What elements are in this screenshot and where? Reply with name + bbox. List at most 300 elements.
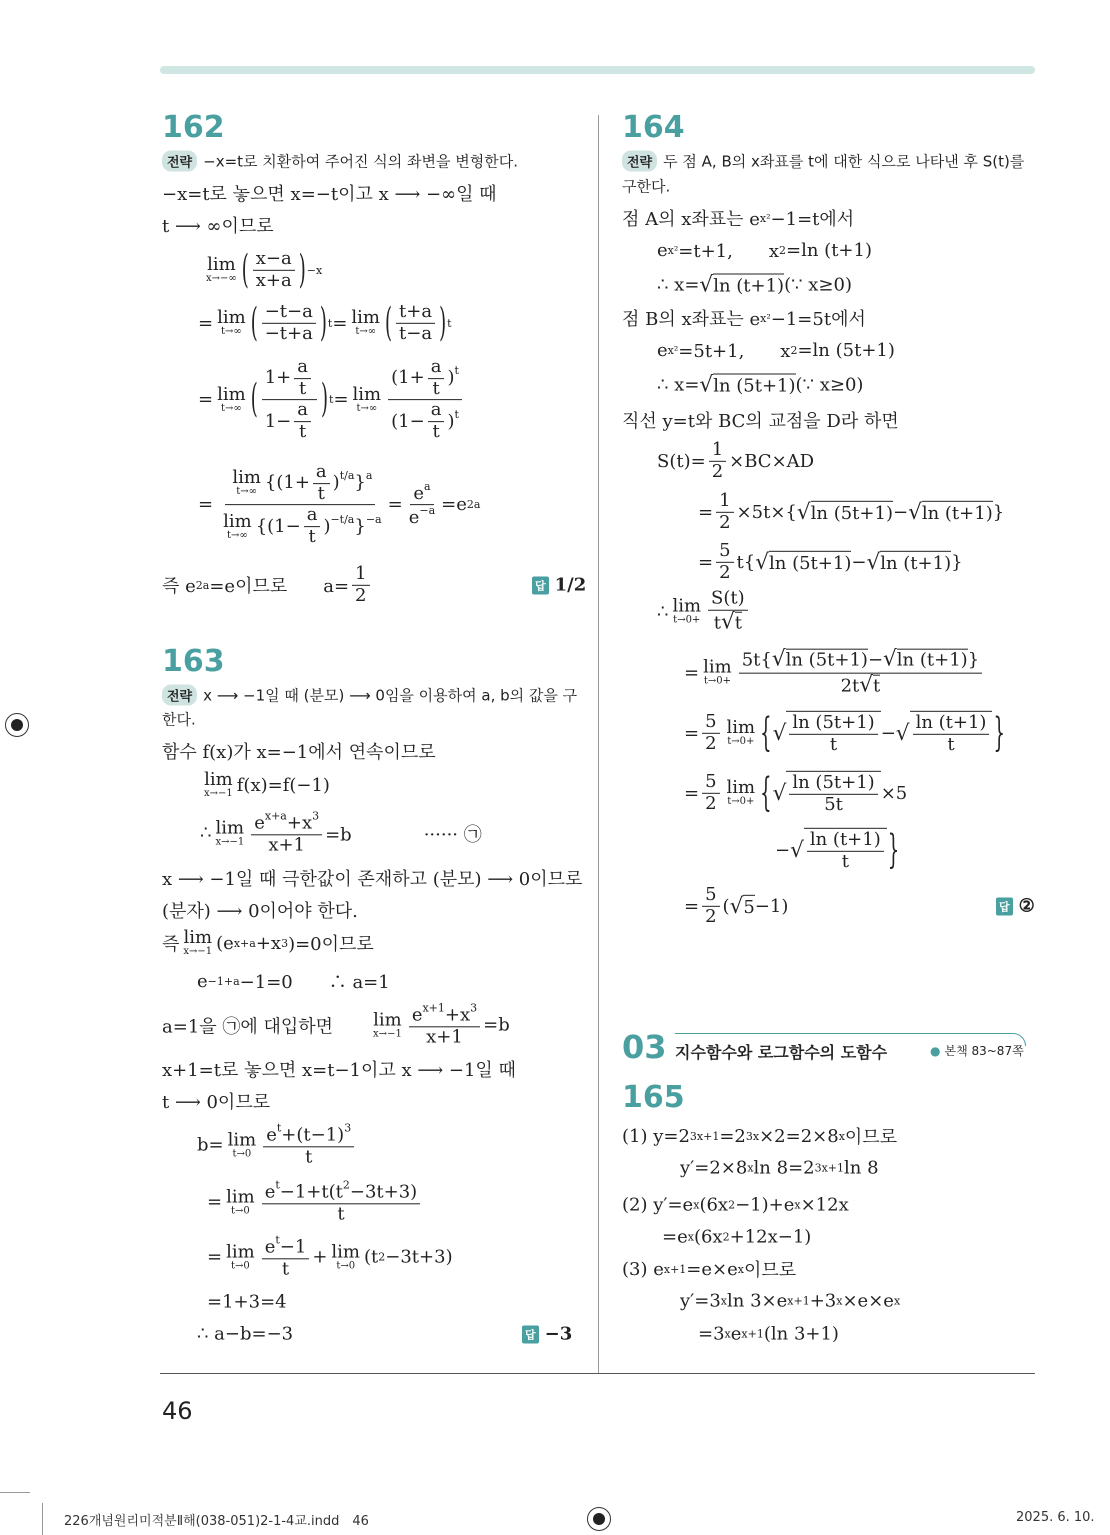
denominator	[253, 271, 295, 292]
math-text: −3t+3)	[385, 1246, 453, 1268]
lim-word: lim	[351, 307, 380, 328]
square-root	[797, 500, 893, 525]
numerator	[313, 462, 330, 484]
denominator	[265, 835, 308, 856]
math-line	[684, 885, 788, 927]
answer	[532, 575, 586, 596]
big-bracket: {	[760, 769, 772, 817]
math-text: ×5t×{	[736, 501, 797, 523]
lim-subscript: t→∞	[221, 326, 242, 337]
math-text: −t+a	[264, 322, 313, 344]
math-text: ln (5t+1)	[785, 649, 868, 671]
strategy	[162, 685, 577, 706]
fraction	[262, 357, 317, 443]
denominator	[711, 610, 745, 635]
math-text: 5	[705, 710, 717, 732]
math-text: =	[198, 494, 214, 516]
math-group	[804, 828, 887, 872]
big-bracket: )	[319, 299, 327, 347]
math-text: +12x−1)	[729, 1226, 812, 1248]
numerator	[388, 357, 462, 400]
math-text: t	[432, 421, 440, 443]
lim-word: lim	[232, 467, 261, 489]
math-group	[266, 1121, 352, 1146]
crop-mark	[42, 1503, 43, 1535]
math-text: −	[775, 839, 791, 861]
numerator	[428, 401, 445, 423]
denominator	[262, 401, 317, 443]
superscript: t	[454, 364, 459, 378]
math-text: a	[297, 356, 308, 378]
math-line	[197, 1122, 357, 1167]
math-line	[657, 589, 751, 636]
math-group	[219, 504, 382, 548]
math-text: −t−a	[264, 300, 313, 322]
answer-value: 1/2	[554, 574, 587, 596]
registration-mark-icon	[5, 713, 29, 737]
math-text: x+1	[426, 1026, 463, 1047]
math-text: +(t−1)	[281, 1124, 345, 1146]
denominator	[296, 422, 309, 443]
superscript: x	[687, 1230, 694, 1244]
math-line	[162, 212, 274, 238]
lim-subscript: x→−∞	[206, 273, 237, 284]
math-text: )	[447, 367, 455, 389]
math-text: 1+	[264, 367, 292, 389]
math-text: x ⟶ −1일 때 극한값이 존재하고 (분모) ⟶ 0이므로	[162, 869, 583, 890]
math-line	[162, 897, 358, 923]
math-text: t	[308, 526, 316, 548]
math-text: 2	[719, 511, 731, 533]
limit	[228, 1131, 257, 1159]
superscript: x	[737, 1262, 744, 1276]
math-line	[162, 1002, 510, 1047]
superscript: 3x+1	[814, 1161, 845, 1175]
math-text: x+1=t로 놓으면 x=t−1이고 x ⟶ −1일 때	[162, 1060, 516, 1081]
fraction	[262, 302, 316, 344]
math-text: =e	[441, 494, 467, 516]
radical-icon: √	[883, 646, 897, 672]
math-text: t	[734, 612, 742, 634]
math-text: a	[297, 399, 308, 421]
math-group	[254, 809, 320, 834]
big-bracket: )	[321, 376, 329, 424]
superscript: x²	[667, 343, 679, 357]
denominator	[827, 735, 840, 756]
math-text: S(t)	[711, 587, 745, 609]
math-text: t	[305, 1146, 313, 1167]
math-line	[162, 738, 436, 764]
fraction	[807, 830, 884, 872]
fraction	[702, 772, 719, 814]
superscript: t/a	[339, 469, 355, 483]
lim-subscript: t→0+	[727, 796, 755, 807]
radicand	[922, 501, 993, 524]
square-root	[721, 610, 742, 635]
math-text: t	[829, 733, 838, 755]
radicand	[786, 771, 880, 815]
strategy	[162, 151, 518, 172]
crop-mark	[0, 1492, 30, 1493]
superscript: −a	[419, 504, 436, 518]
answer-badge: 답	[522, 1325, 539, 1343]
math-line	[698, 491, 1004, 533]
lim-word: lim	[226, 1186, 255, 1207]
math-text: =5t+1, x	[678, 341, 791, 362]
big-bracket: )	[298, 246, 306, 294]
square-root	[755, 550, 851, 575]
big-bracket: (	[385, 299, 393, 347]
numerator	[708, 589, 748, 611]
math-text: 5	[705, 770, 717, 792]
math-text: =3	[698, 1323, 725, 1345]
math-text: 1	[711, 438, 724, 460]
math-text: x−a	[255, 247, 292, 269]
lim-subscript: x→−1	[373, 1028, 402, 1039]
math-text: a	[430, 399, 442, 421]
problem-number: 165	[622, 1080, 685, 1115]
fraction	[304, 506, 321, 548]
math-text: a	[306, 504, 318, 526]
math-line	[622, 205, 854, 231]
math-text: 2	[719, 561, 731, 583]
limit	[183, 929, 212, 957]
answer-value: ②	[1018, 895, 1035, 917]
numerator	[702, 885, 719, 907]
math-text: +x	[286, 812, 313, 834]
math-text: =ln (5t+1)	[797, 339, 895, 361]
fraction	[253, 249, 295, 291]
big-bracket: (	[250, 299, 258, 347]
denominator	[279, 1259, 292, 1280]
math-line	[207, 1234, 453, 1279]
numerator	[702, 772, 719, 794]
math-line	[207, 1179, 423, 1224]
fraction	[262, 1234, 310, 1279]
lim-subscript: t→∞	[227, 529, 248, 541]
numerator	[262, 1179, 421, 1204]
math-line	[162, 865, 582, 891]
math-text: 5t	[824, 793, 843, 815]
limit	[232, 469, 261, 497]
radical-icon: √	[699, 272, 714, 298]
math-text: =b ······ ㉠	[325, 824, 482, 845]
square-root	[896, 711, 993, 755]
section-number: 03	[622, 1028, 667, 1066]
lim-subscript: t→0+	[673, 614, 701, 626]
math-text: e	[264, 1236, 276, 1258]
math-text: 1−	[264, 410, 292, 432]
big-bracket: )	[439, 299, 447, 347]
limit	[373, 1011, 402, 1039]
superscript: a	[365, 469, 373, 483]
fraction	[716, 541, 733, 583]
math-text: ln (5t+1)	[769, 552, 852, 574]
superscript: 2a	[195, 578, 210, 592]
superscript: x	[693, 1198, 700, 1212]
math-text: =	[684, 782, 700, 804]
big-bracket: }	[993, 709, 1005, 757]
math-text: t+a	[399, 300, 433, 322]
math-text: ln 8=2	[753, 1157, 815, 1179]
math-group	[228, 461, 373, 504]
radicand	[743, 895, 754, 918]
math-text: =	[698, 551, 714, 573]
square-root	[773, 771, 881, 815]
math-group	[413, 479, 431, 504]
superscript: x+a	[233, 936, 256, 950]
math-text: t	[713, 612, 721, 634]
lim-subscript: x→−1	[183, 946, 213, 957]
math-text: =	[207, 1246, 223, 1268]
math-line	[197, 968, 390, 994]
math-text: +x	[444, 1004, 471, 1026]
numerator	[251, 810, 322, 835]
denominator	[406, 506, 438, 530]
numerator	[807, 830, 884, 852]
math-group	[786, 711, 880, 755]
denominator	[716, 563, 733, 584]
superscript: x²	[667, 243, 679, 257]
math-text: (∵ x≥0)	[784, 274, 852, 296]
math-text: a	[430, 356, 442, 378]
math-line	[657, 337, 895, 363]
math-text: −3t+3)	[349, 1181, 418, 1203]
math-text: t{	[736, 551, 756, 573]
square-root	[730, 894, 755, 919]
numerator	[409, 1002, 480, 1027]
numerator	[225, 462, 375, 505]
math-text: }	[951, 551, 963, 573]
problem-number: 162	[162, 110, 225, 145]
superscript: 2	[342, 1178, 350, 1192]
math-text: 1	[355, 562, 367, 584]
superscript: x+a	[264, 809, 287, 823]
lim-subscript: t→0	[231, 1260, 250, 1271]
lim-subscript: t→0	[231, 1205, 250, 1216]
math-line	[775, 828, 900, 872]
square-root	[773, 711, 881, 755]
math-line	[698, 541, 963, 583]
math-line	[200, 810, 482, 855]
math-text: −1=0 ∴ a=1	[239, 972, 390, 993]
math-text: =2	[719, 1125, 746, 1147]
radicand	[786, 711, 880, 755]
limit	[727, 779, 756, 807]
superscript: x	[794, 1198, 801, 1212]
lim-word: lim	[726, 717, 756, 738]
math-text: (e	[216, 932, 234, 954]
lim-word: lim	[227, 1129, 257, 1150]
fraction	[263, 1122, 354, 1167]
math-text: e	[730, 1323, 742, 1345]
lim-subscript: x→−1	[215, 836, 245, 847]
square-root	[883, 648, 968, 673]
math-text: t	[873, 675, 881, 697]
big-bracket: }	[887, 826, 900, 874]
math-group	[741, 646, 980, 672]
math-line	[162, 1088, 270, 1114]
limit	[727, 719, 756, 747]
math-text: ln (t+1)	[809, 828, 881, 850]
fraction	[216, 462, 385, 548]
math-text: (t	[364, 1246, 379, 1268]
lim-word: lim	[215, 817, 245, 838]
math-text: =	[198, 389, 214, 411]
math-text: 함수 f(x)가 x=−1에서 연속이므로	[162, 742, 436, 763]
square-root	[699, 273, 784, 298]
math-text: =1+3=4	[207, 1291, 287, 1313]
math-text: ln (t+1)	[915, 711, 987, 733]
superscript: −1+a	[207, 974, 240, 988]
numerator	[352, 564, 369, 586]
math-line	[162, 929, 374, 957]
math-text: e	[254, 812, 265, 834]
denominator	[296, 379, 309, 400]
denominator	[944, 735, 957, 756]
limit	[223, 510, 252, 541]
math-line	[698, 1324, 839, 1345]
numerator	[262, 302, 316, 324]
lim-word: lim	[672, 595, 702, 617]
math-text: e	[657, 339, 668, 361]
math-text: ∴	[200, 822, 212, 844]
numerator	[913, 713, 990, 735]
math-text: −1)	[754, 895, 789, 917]
numerator	[263, 1122, 354, 1147]
denominator	[302, 1147, 315, 1168]
math-text: =	[198, 312, 214, 334]
lim-word: lim	[703, 657, 732, 678]
math-text: t	[299, 421, 307, 443]
denominator	[429, 379, 442, 400]
superscript: −a	[365, 512, 382, 526]
numerator	[709, 440, 726, 462]
math-text: 점 A의 x좌표는 e	[622, 209, 760, 230]
radicand	[804, 828, 887, 872]
column-divider	[598, 115, 599, 1373]
math-text: a	[315, 461, 327, 483]
math-text: 2	[711, 460, 724, 482]
math-text: −1)+e	[735, 1194, 795, 1216]
math-text: =	[387, 494, 403, 516]
radical-icon: √	[790, 837, 804, 863]
registration-mark-icon	[587, 1507, 611, 1531]
lim-word: lim	[217, 307, 246, 328]
denominator	[702, 907, 719, 928]
superscript: 3	[281, 936, 289, 950]
math-text: ×5	[880, 782, 908, 804]
math-text: (3) e	[622, 1258, 664, 1280]
math-text: {(1+	[264, 472, 310, 494]
math-text: −1+t(t	[279, 1181, 343, 1203]
radicand	[735, 611, 742, 634]
superscript: 3	[344, 1121, 352, 1135]
math-line	[202, 246, 323, 294]
section-title: 지수함수와 로그함수의 도함수	[675, 1043, 888, 1062]
fraction	[739, 648, 982, 699]
math-text: ln (t+1)	[896, 649, 968, 671]
math-text: t	[299, 377, 307, 399]
math-group	[264, 356, 314, 399]
square-root	[859, 674, 880, 699]
bullet-icon: ●	[930, 1044, 941, 1058]
limit	[206, 256, 237, 284]
fraction	[702, 712, 719, 754]
math-text: }	[354, 515, 366, 537]
math-text: ln 3×e	[727, 1290, 788, 1312]
problem-number: 163	[162, 644, 225, 679]
fraction	[709, 440, 726, 482]
math-text: 1	[719, 489, 731, 511]
denominator	[352, 586, 369, 607]
math-text: ∴	[657, 601, 669, 623]
numerator	[262, 1234, 310, 1259]
limit	[215, 819, 244, 847]
numerator	[789, 773, 877, 795]
math-text: )	[323, 515, 331, 537]
math-text: ×e×e	[842, 1290, 894, 1312]
fraction	[251, 810, 322, 855]
math-text: y′=2×8	[680, 1157, 748, 1179]
radical-icon: √	[895, 720, 910, 746]
superscript: t	[454, 407, 459, 421]
numerator	[304, 506, 321, 528]
math-text: =e이므로 a=	[209, 576, 350, 597]
math-text: e	[197, 970, 208, 992]
math-text: t ⟶ 0이므로	[162, 1092, 271, 1113]
superscript: a	[423, 479, 431, 493]
math-text: ln 8	[844, 1157, 879, 1179]
numerator	[428, 357, 445, 379]
superscript: 2	[728, 1198, 736, 1212]
radicand	[873, 675, 880, 698]
fraction	[294, 357, 311, 399]
math-line	[198, 299, 452, 347]
denominator	[716, 513, 733, 534]
math-text: ln (5t+1)	[810, 502, 893, 524]
math-text: x+a	[255, 269, 292, 291]
math-line	[200, 771, 330, 799]
lim-subscript: x→−1	[204, 788, 233, 799]
radicand	[897, 649, 968, 672]
math-text: (1−	[391, 410, 425, 432]
superscript: 3	[312, 809, 320, 823]
math-text: =e×e	[686, 1258, 738, 1280]
math-text: ln (5t+1)	[792, 711, 875, 733]
math-text: −1	[279, 1236, 307, 1258]
math-line	[622, 407, 899, 433]
superscript: 3x	[745, 1129, 760, 1143]
section-reference	[930, 1042, 1024, 1059]
limit	[204, 771, 233, 799]
superscript: t	[329, 393, 334, 407]
math-text: }	[992, 501, 1005, 523]
math-text: =	[684, 895, 700, 917]
denominator	[702, 734, 719, 755]
math-group	[786, 771, 880, 815]
strategy-text: 두 점 A, B의 x좌표를 t에 대한 식으로 나타낸 후 S(t)를	[663, 152, 1025, 171]
square-root	[908, 500, 993, 525]
limit	[703, 659, 732, 687]
math-text: e	[264, 1181, 276, 1203]
math-line	[207, 1292, 287, 1313]
math-text: +x	[255, 932, 282, 954]
math-line	[657, 440, 814, 482]
superscript: −t/a	[330, 512, 355, 526]
math-text: e	[413, 482, 424, 504]
math-text: 즉	[162, 934, 180, 955]
